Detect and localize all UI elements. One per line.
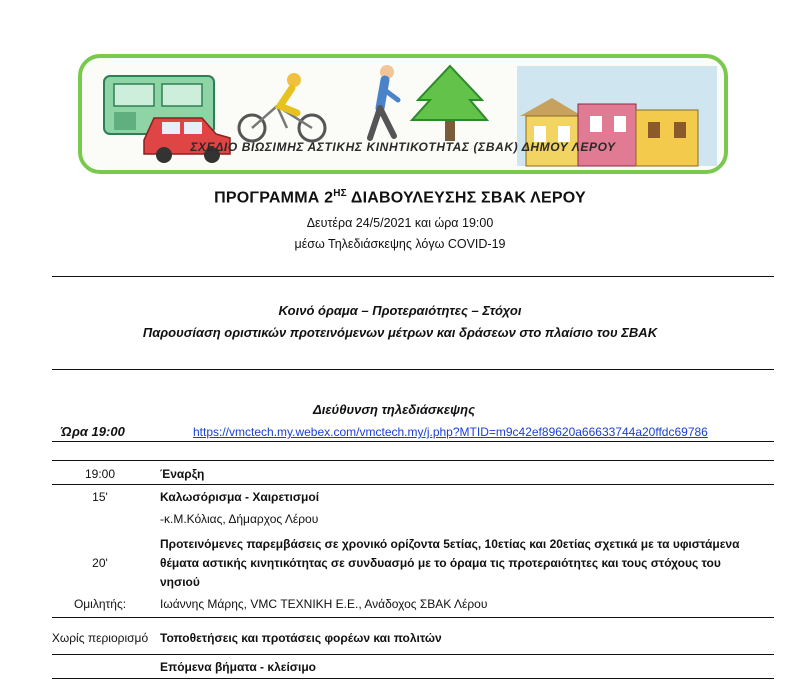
date-line: Δευτέρα 24/5/2021 και ώρα 19:00 (306, 216, 494, 230)
agenda-time-1: 19:00 (84, 467, 116, 481)
header-banner (78, 54, 728, 174)
theme-subheading: Παρουσίαση οριστικών προτεινόμενων μέτρων και δράσεων στο πλαίσιο του ΣΒΑΚ (142, 325, 658, 340)
title-prefix: ΠΡΟΓΡΑΜΜΑ 2 (214, 189, 334, 207)
divider (52, 678, 774, 679)
divider (52, 617, 774, 618)
agenda-time-4: Χωρίς περιορισμό (51, 631, 149, 645)
start-time-label: Ώρα 19:00 (61, 424, 125, 439)
speaker-label: Ομιλητής: (73, 597, 127, 611)
agenda-item-welcome: Καλωσόρισμα - Χαιρετισμοί (160, 490, 320, 504)
agenda-time-3: 20' (92, 556, 108, 570)
divider (52, 441, 774, 442)
agenda-item-contributions: Τοποθετήσεις και προτάσεις φορέων και πολιτών (160, 631, 442, 645)
divider (52, 484, 774, 485)
divider (52, 460, 774, 461)
title-superscript: ΗΣ (333, 188, 347, 199)
page-title (0, 188, 800, 207)
divider (52, 654, 774, 655)
divider (52, 369, 774, 370)
agenda-speaker-mayor: -κ.Μ.Κόλιας, Δήμαρχος Λέρου (160, 512, 319, 526)
agenda-time-2: 15' (92, 490, 108, 504)
title-suffix: ΔΙΑΒΟΥΛΕΥΣΗΣ ΣΒΑΚ ΛΕΡΟΥ (346, 189, 586, 207)
tree-icon (412, 66, 487, 141)
agenda-item-proposals-line-2: θέματα αστικής κινητικότητας σε συνδυασμό με το όραμα τις προτεραιότητες και τους στόχους του (160, 556, 721, 570)
cyclist-icon (239, 73, 325, 141)
medium-line: μέσω Τηλεδιάσκεψης λόγω COVID-19 (294, 237, 506, 251)
divider (52, 276, 774, 277)
agenda-speaker-consultant: Ιωάννης Μάρης, VMC ΤΕΧΝΙΚΗ Ε.Ε., Ανάδοχος ΣΒΑΚ Λέρου (160, 597, 488, 611)
agenda-item-closing: Επόμενα βήματα - κλείσιμο (160, 660, 316, 674)
conference-link[interactable]: https://vmctech.my.webex.com/vmctech.my/j.php?MTID=m9c42ef89620a66633744a20ffdc69786 (193, 425, 708, 439)
banner-caption: ΣΧΕΔΙΟ ΒΙΩΣΙΜΗΣ ΑΣΤΙΚΗΣ ΚΙΝΗΤΙΚΟΤΗΤΑΣ (ΣΒΑΚ) ΔΗΜΟΥ ΛΕΡΟΥ (190, 140, 616, 154)
agenda-item-proposals-line-3: νησιού (160, 575, 200, 589)
conference-heading: Διεύθυνση τηλεδιάσκεψης (313, 402, 476, 417)
pedestrian-icon (370, 65, 398, 138)
theme-heading: Κοινό όραμα – Προτεραιότητες – Στόχοι (278, 303, 522, 318)
agenda-item-opening: Έναρξη (160, 467, 205, 481)
agenda-item-proposals-line-1: Προτεινόμενες παρεμβάσεις σε χρονικό ορίζοντα 5ετίας, 10ετίας και 20ετίας σχετικά με τα υφιστάμενα (160, 537, 740, 551)
